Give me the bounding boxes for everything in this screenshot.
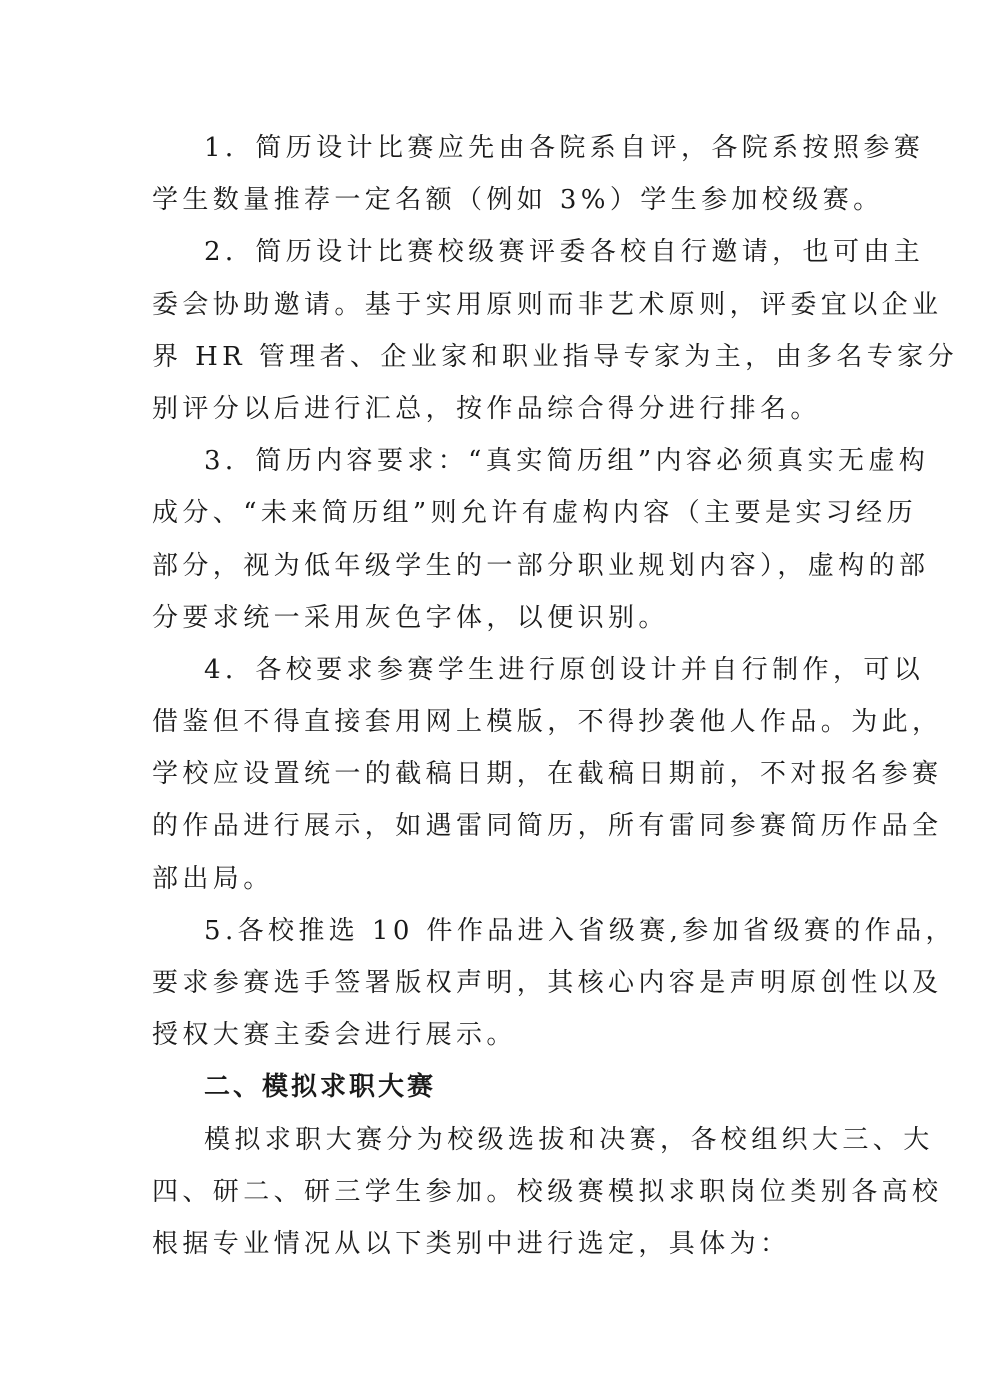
item-4-line-5: 部出局。 bbox=[152, 863, 274, 894]
item-2-line-4: 别评分以后进行汇总，按作品综合得分进行排名。 bbox=[152, 393, 821, 424]
item-2-line-1: 2．简历设计比赛校级赛评委各校自行邀请，也可由主 bbox=[204, 237, 925, 268]
section-heading: 二、模拟求职大赛 bbox=[204, 1072, 437, 1103]
item-4-line-4: 的作品进行展示，如遇雷同简历，所有雷同参赛简历作品全 bbox=[152, 811, 943, 842]
item-1-line-1: 1．简历设计比赛应先由各院系自评，各院系按照参赛 bbox=[204, 133, 925, 163]
item-5-line-2: 要求参赛选手签署版权声明，其核心内容是声明原创性以及 bbox=[152, 968, 943, 998]
section-para-line-1: 模拟求职大赛分为校级选拔和决赛，各校组织大三、大 bbox=[204, 1124, 934, 1155]
section-para-line-3: 根据专业情况从以下类别中进行选定，具体为： bbox=[152, 1228, 791, 1259]
item-4-line-2: 借鉴但不得直接套用网上模版，不得抄袭他人作品。为此， bbox=[152, 707, 943, 738]
item-3-line-3: 部分，视为低年级学生的一部分职业规划内容），虚构的部 bbox=[152, 550, 930, 581]
item-2-line-3: 界 HR 管理者、企业家和职业指导专家为主，由多名专家分 bbox=[152, 341, 958, 372]
document-page bbox=[152, 122, 958, 1270]
item-4-line-3: 学校应设置统一的截稿日期，在截稿日期前，不对报名参赛 bbox=[152, 759, 943, 790]
section-para-line-2: 四、研二、研三学生参加。校级赛模拟求职岗位类别各高校 bbox=[152, 1176, 943, 1207]
item-2-line-2: 委会协助邀请。基于实用原则而非艺术原则，评委宜以企业 bbox=[152, 289, 943, 320]
item-5-line-1: 5.各校推选 10 件作品进入省级赛,参加省级赛的作品， bbox=[204, 915, 956, 946]
item-1-line-2: 学生数量推荐一定名额（例如 3%）学生参加校级赛。 bbox=[152, 185, 884, 216]
item-3-line-1: 3．简历内容要求：“真实简历组”内容必须真实无虚构 bbox=[204, 446, 930, 477]
item-3-line-2: 成分、“未来简历组”则允许有虚构内容（主要是实习经历 bbox=[152, 498, 917, 529]
item-5-line-3: 授权大赛主委会进行展示。 bbox=[152, 1020, 517, 1051]
item-3-line-4: 分要求统一采用灰色字体，以便识别。 bbox=[152, 602, 669, 633]
item-4-line-1: 4．各校要求参赛学生进行原创设计并自行制作，可以 bbox=[204, 654, 925, 685]
